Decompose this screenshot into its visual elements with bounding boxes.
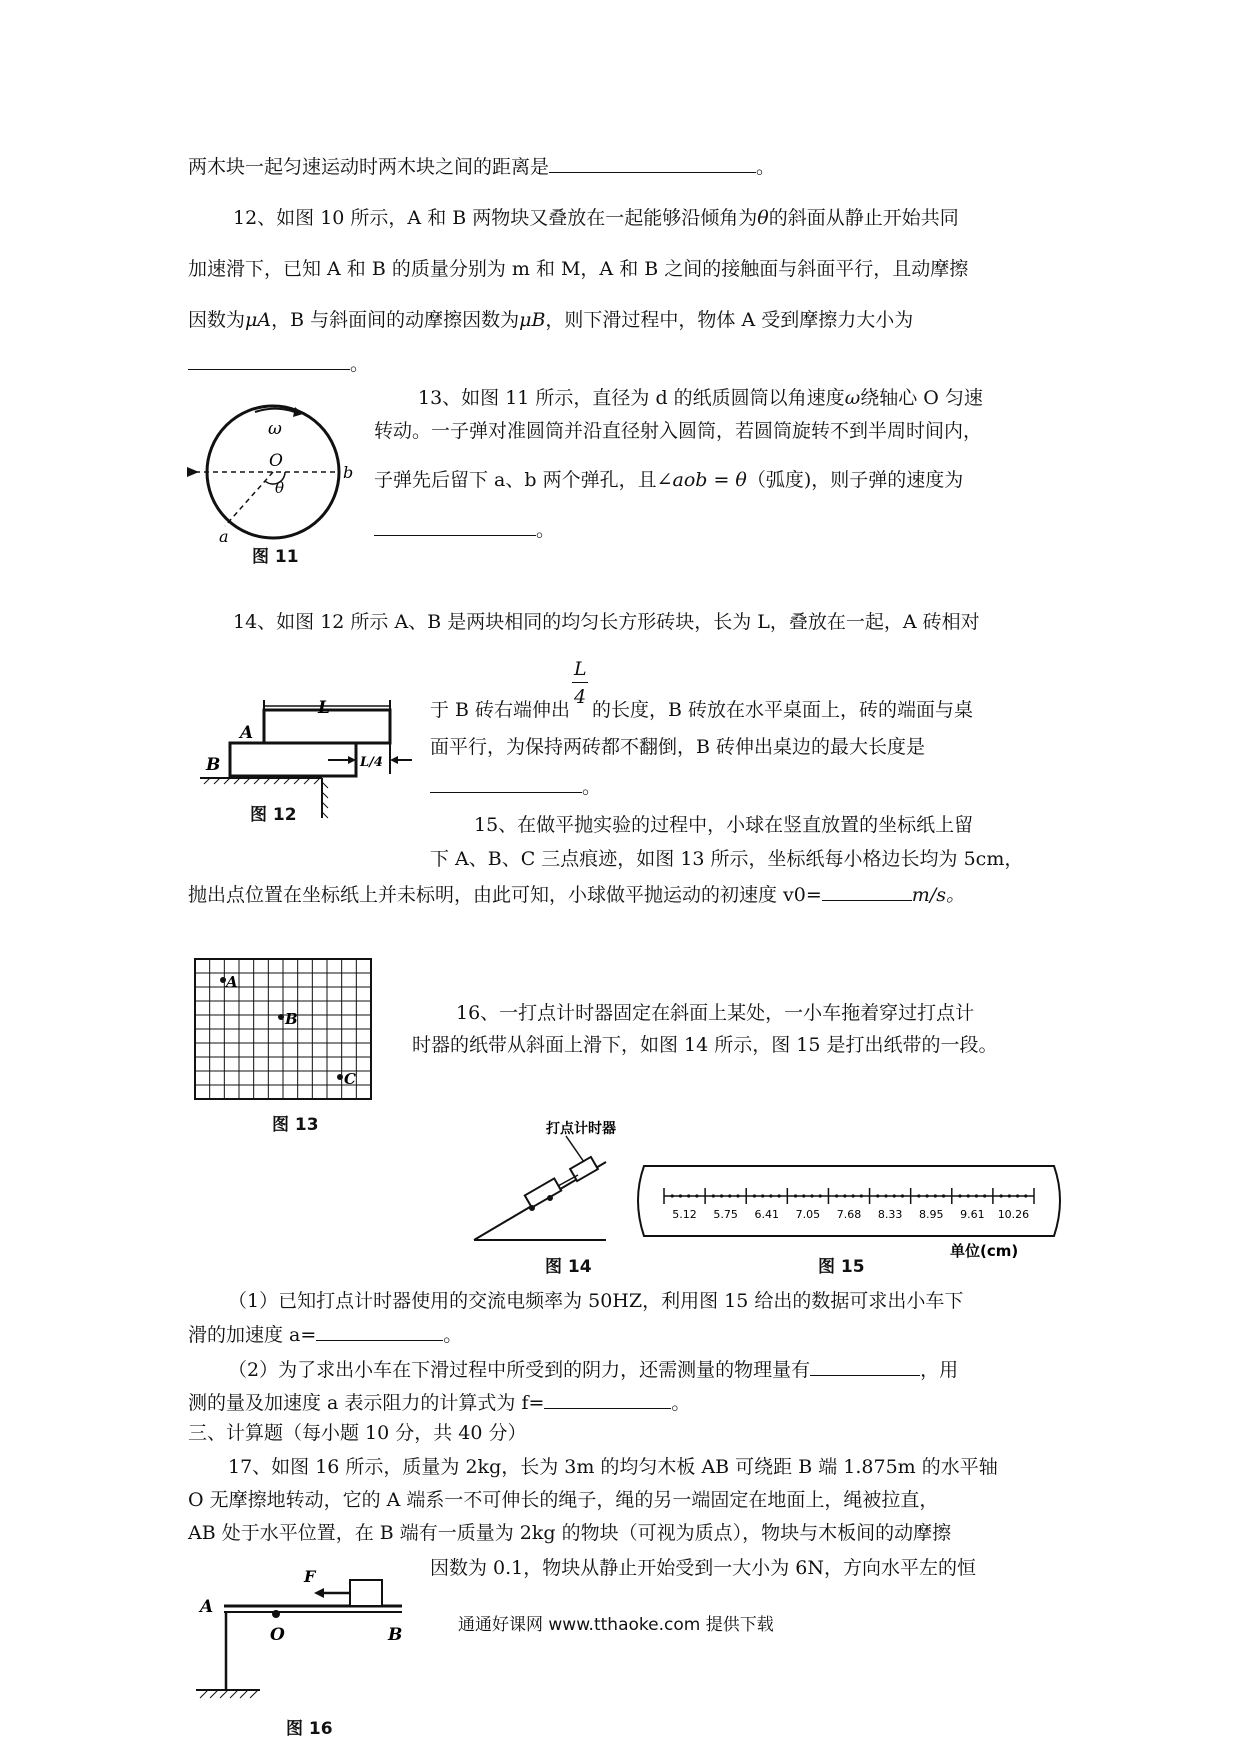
q12-line-4: 。 bbox=[188, 349, 369, 377]
q13-line-1: 13、如图 11 所示，直径为 d 的纸质圆筒以角速度ω绕轴心 O 匀速 bbox=[418, 387, 983, 409]
tape-interval-value: 6.41 bbox=[754, 1208, 780, 1221]
fig11-caption: 图 11 bbox=[252, 547, 299, 567]
q13-line-2: 转动。一子弹对准圆筒并沿直径射入圆筒，若圆筒旋转不到半周时间内， bbox=[374, 420, 983, 442]
line-1: 两木块一起匀速运动时两木块之间的距离是 。 bbox=[188, 152, 775, 180]
q13-line-4: 。 bbox=[374, 515, 555, 543]
line-1-text: 两木块一起匀速运动时两木块之间的距离是 bbox=[188, 156, 550, 178]
tape-interval-value: 8.95 bbox=[918, 1208, 944, 1221]
tape-dot bbox=[1016, 1194, 1019, 1197]
tape-dot bbox=[942, 1194, 945, 1197]
tape-dot bbox=[967, 1194, 970, 1197]
section-3-heading: 三、计算题（每小题 10 分，共 40 分） bbox=[188, 1422, 527, 1444]
answer-blank[interactable] bbox=[822, 880, 912, 901]
cart-wheel bbox=[547, 1195, 553, 1201]
tape-dot bbox=[695, 1194, 698, 1197]
fig12-caption: 图 12 bbox=[250, 805, 297, 825]
tape-values bbox=[672, 1208, 1029, 1221]
answer-blank[interactable] bbox=[188, 349, 350, 370]
q17-line-1: 17、如图 16 所示，质量为 2kg，长为 3m 的均匀木板 AB 可绕距 B 端 1.875m 的水平轴 bbox=[228, 1456, 998, 1478]
tape-dot bbox=[679, 1194, 682, 1197]
tape-interval-value: 10.26 bbox=[997, 1208, 1030, 1221]
tape-dot bbox=[876, 1194, 879, 1197]
tape-dot bbox=[753, 1194, 756, 1197]
bullet-arrow bbox=[187, 467, 199, 477]
tape-dot bbox=[736, 1194, 739, 1197]
q12-line-3: 因数为μA，B 与斜面间的动摩擦因数为μB，则下滑过程中，物体 A 受到摩擦力大小为 bbox=[188, 309, 914, 331]
tape-dot bbox=[712, 1194, 715, 1197]
tape-dot bbox=[835, 1194, 838, 1197]
fig11-b: b bbox=[343, 463, 354, 482]
point-B bbox=[278, 1014, 284, 1020]
tape-dot bbox=[687, 1194, 690, 1197]
tape-dot bbox=[728, 1194, 731, 1197]
fig13-A: A bbox=[226, 973, 238, 991]
q16-2-line-2: 测的量及加速度 a 表示阻力的计算式为 f= 。 bbox=[188, 1388, 690, 1416]
tape-dot bbox=[983, 1194, 986, 1197]
fig12-B: B bbox=[206, 755, 221, 775]
fig13-caption: 图 13 bbox=[272, 1115, 319, 1135]
fig15-caption: 图 15 bbox=[818, 1257, 865, 1277]
q14-line-2: 于 B 砖右端伸出 $\frac{L}{4}$ 的长度，B 砖放在水平桌面上，砖的端面与桌 bbox=[430, 658, 974, 721]
tape-dot bbox=[934, 1194, 937, 1197]
q12-line-2: 加速滑下，已知 A 和 B 的质量分别为 m 和 M，A 和 B 之间的接触面与斜面平行，且动摩擦 bbox=[188, 258, 969, 280]
figure-11 bbox=[185, 400, 360, 565]
tape-interval-value: 7.05 bbox=[795, 1208, 821, 1221]
q16-1-line-2: 滑的加速度 a= 。 bbox=[188, 1320, 462, 1348]
fig16-O: O bbox=[270, 1625, 285, 1645]
q14-line-4: 。 bbox=[430, 772, 601, 800]
q15-line-2: 下 A、B、C 三点痕迹，如图 13 所示，坐标纸每小格边长均为 5cm， bbox=[430, 848, 1024, 870]
footer-text: 通通好课网 www.tthaoke.com 提供下载 bbox=[458, 1615, 774, 1635]
q16-line-1: 16、一打点计时器固定在斜面上某处，一小车拖着穿过打点计 bbox=[456, 1002, 975, 1024]
ground-hatch bbox=[200, 1690, 258, 1698]
tape-dot bbox=[1000, 1194, 1003, 1197]
q17-line-4: 因数为 0.1，物块从静止开始受到一大小为 6N，方向水平左的恒 bbox=[430, 1557, 977, 1579]
q13-line-3: 子弹先后留下 a、b 两个弹孔，且∠aob = θ（弧度)，则子弹的速度为 bbox=[374, 469, 964, 491]
figure-13 bbox=[194, 958, 374, 1108]
figure-12 bbox=[190, 670, 420, 820]
timer-leader bbox=[566, 1136, 584, 1162]
fig16-caption: 图 16 bbox=[286, 1719, 333, 1739]
tape-dot bbox=[926, 1194, 929, 1197]
tape-interval-value: 7.68 bbox=[836, 1208, 862, 1221]
cart bbox=[525, 1178, 561, 1207]
fig15-unit: 单位(cm) bbox=[950, 1242, 1019, 1260]
tape-interval-value: 5.75 bbox=[713, 1208, 738, 1221]
radius-oa bbox=[225, 472, 273, 526]
fig11-a: a bbox=[219, 527, 229, 546]
answer-blank[interactable] bbox=[549, 152, 756, 173]
figure-14 bbox=[466, 1120, 636, 1250]
cart-wheel bbox=[529, 1205, 535, 1211]
point-C bbox=[337, 1074, 343, 1080]
tape-dot bbox=[975, 1194, 978, 1197]
tape-dot bbox=[761, 1194, 764, 1197]
fraction-L-over-4: $\frac{L}{4}$ bbox=[574, 658, 587, 708]
block bbox=[350, 1580, 382, 1606]
tape-dot bbox=[901, 1194, 904, 1197]
q16-2-line-1: （2）为了求出小车在下滑过程中所受到的阴力，还需测量的物理量有 ，用 bbox=[228, 1355, 958, 1383]
fig11-omega: ω bbox=[268, 419, 282, 439]
fig16-B: B bbox=[388, 1625, 403, 1645]
figure-16 bbox=[190, 1560, 430, 1710]
q15-line-1: 15、在做平抛实验的过程中，小球在竖直放置的坐标纸上留 bbox=[474, 814, 974, 836]
fig16-A: A bbox=[200, 1597, 214, 1617]
fig12-L4: L/4 bbox=[360, 755, 383, 770]
tape-dot bbox=[720, 1194, 723, 1197]
answer-blank[interactable] bbox=[544, 1388, 671, 1409]
tape-dot bbox=[1008, 1194, 1011, 1197]
tape-dot bbox=[778, 1194, 781, 1197]
tape-dot bbox=[794, 1194, 797, 1197]
tape-dot bbox=[810, 1194, 813, 1197]
tape-outline bbox=[638, 1166, 1060, 1236]
fig11-O: O bbox=[269, 451, 283, 471]
fig16-F: F bbox=[304, 1567, 316, 1586]
tape-interval-value: 5.12 bbox=[672, 1208, 697, 1221]
fig13-C: C bbox=[344, 1070, 356, 1088]
q17-line-2: O 无摩擦地转动，它的 A 端系一不可伸长的绳子，绳的另一端固定在地面上，绳被拉直， bbox=[188, 1489, 939, 1511]
q15-line-3: 抛出点位置在坐标纸上并未标明，由此可知，小球做平抛运动的初速度 v0= m/s。 bbox=[188, 880, 965, 908]
tape-interval-value: 9.61 bbox=[960, 1208, 985, 1221]
tape-interval-value: 8.33 bbox=[877, 1208, 903, 1221]
answer-blank[interactable] bbox=[374, 515, 536, 536]
tape-dot bbox=[860, 1194, 863, 1197]
fig12-L: L bbox=[318, 698, 330, 718]
force-arrowhead bbox=[314, 1588, 324, 1598]
answer-blank[interactable] bbox=[316, 1320, 443, 1341]
tape-dot bbox=[917, 1194, 920, 1197]
q17-line-3: AB 处于水平位置，在 B 端有一质量为 2kg 的物块（可视为质点），物块与木板间的动摩擦 bbox=[188, 1522, 952, 1544]
tape-dot bbox=[958, 1194, 961, 1197]
q16-line-2: 时器的纸带从斜面上滑下，如图 14 所示，图 15 是打出纸带的一段。 bbox=[412, 1034, 998, 1056]
fig12-A: A bbox=[240, 723, 254, 743]
tape-dot bbox=[852, 1194, 855, 1197]
q14-line-1: 14、如图 12 所示 A、B 是两块相同的均匀长方形砖块，长为 L，叠放在一起，A 砖相对 bbox=[233, 611, 980, 633]
q14-line-3: 面平行，为保持两砖都不翻倒，B 砖伸出桌边的最大长度是 bbox=[430, 736, 926, 758]
tape-dot bbox=[819, 1194, 822, 1197]
answer-blank[interactable] bbox=[810, 1355, 920, 1376]
tape-dot bbox=[1024, 1194, 1027, 1197]
fig13-B: B bbox=[285, 1010, 298, 1028]
tape-dot bbox=[893, 1194, 896, 1197]
tape-dot bbox=[843, 1194, 846, 1197]
fig14-timer-label: 打点计时器 bbox=[546, 1121, 616, 1137]
fig14-caption: 图 14 bbox=[545, 1257, 592, 1277]
answer-blank[interactable] bbox=[430, 772, 582, 793]
tape-dot bbox=[884, 1194, 887, 1197]
fig11-theta: θ bbox=[275, 479, 285, 497]
tape-dot bbox=[769, 1194, 772, 1197]
tape-dot bbox=[671, 1194, 674, 1197]
q16-1-line-1: （1）已知打点计时器使用的交流电频率为 50HZ，利用图 15 给出的数据可求出小车下 bbox=[228, 1290, 964, 1312]
pivot-O bbox=[272, 1610, 280, 1618]
q12-line-1: 12、如图 10 所示，A 和 B 两物块又叠放在一起能够沿倾角为θ的斜面从静止开始共同 bbox=[233, 207, 959, 229]
tape-dot bbox=[802, 1194, 805, 1197]
